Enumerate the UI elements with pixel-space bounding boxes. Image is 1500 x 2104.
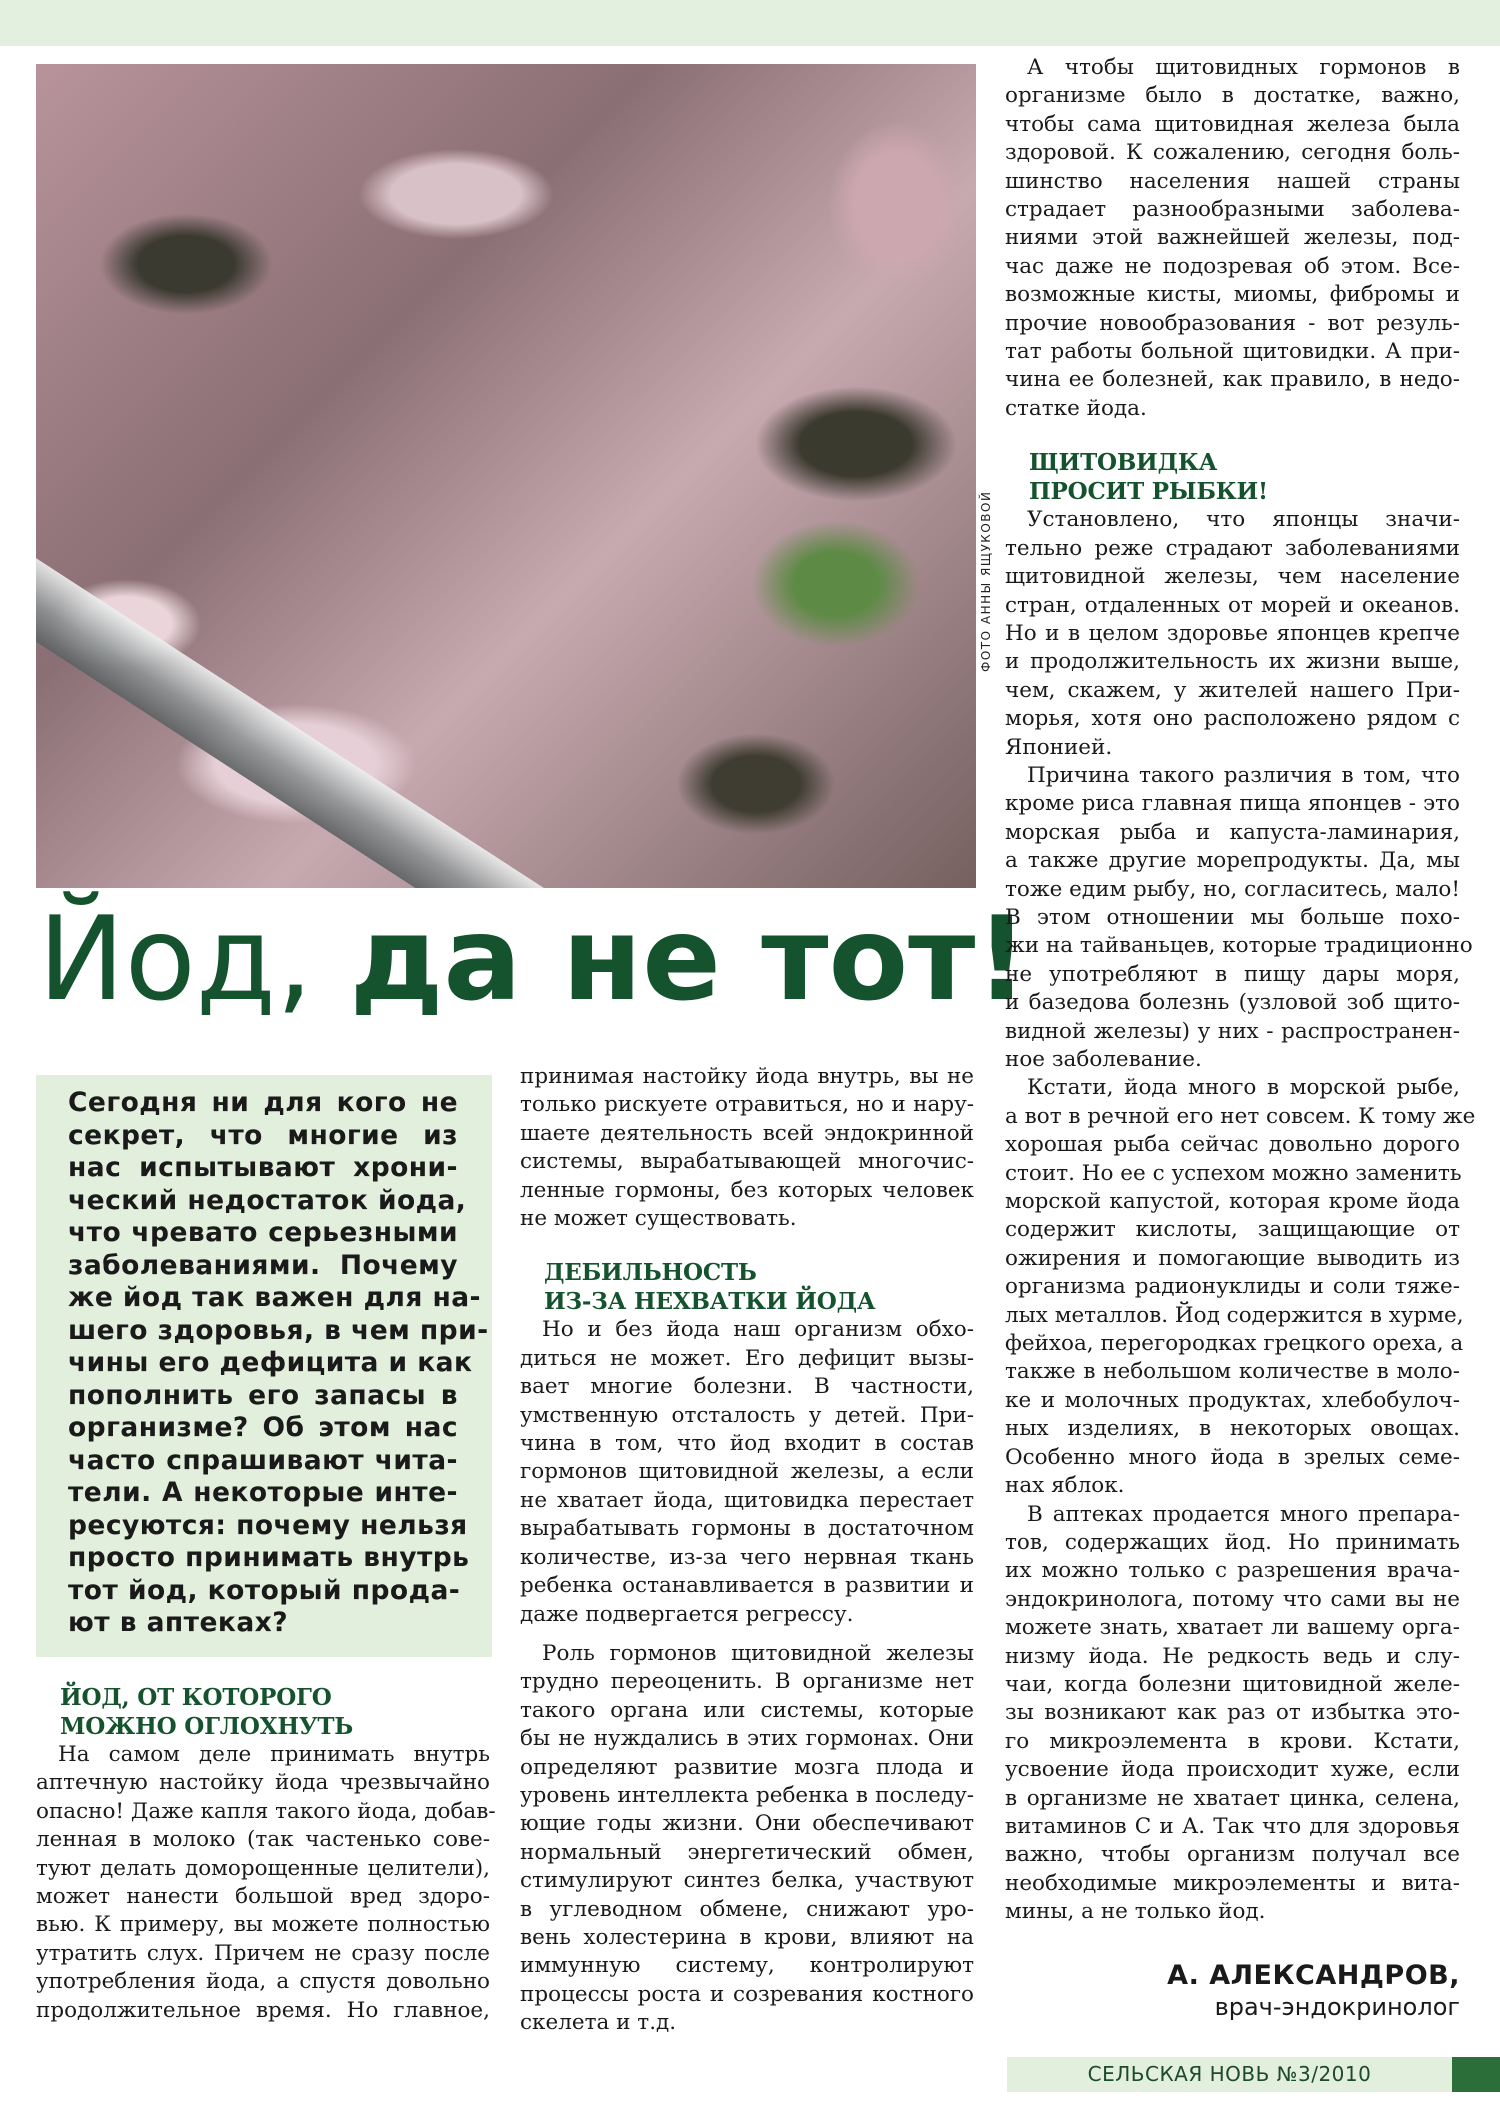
text-line: тат работы больной щитовидки. А при- [1005, 339, 1460, 365]
text-line: организме было в достатке, важно, [1005, 83, 1460, 109]
text-line: в углеводном обмене, снижают уро- [520, 1896, 974, 1922]
text-line: уровень интеллекта ребенка в последу- [520, 1782, 974, 1808]
text-line: тов, содержащих йод. Но принимать [1005, 1529, 1460, 1555]
text-line: витаминов С и А. Так что для здоровья [1005, 1813, 1460, 1839]
lead-line: шего здоровья, в чем при- [68, 1314, 489, 1346]
lead-line: пополнить его запасы в [68, 1379, 458, 1411]
text-line: нах яблок. [1005, 1473, 1125, 1499]
lead-line: организме? Об этом нас [68, 1412, 458, 1443]
text-line: содержит кислоты, защищающие от [1005, 1217, 1460, 1243]
text-line: такого органа или системы, которые [520, 1697, 974, 1723]
text-line: не может существовать. [520, 1206, 797, 1232]
text-line: Но и без йода наш организм обхо- [542, 1317, 974, 1343]
text-line: организма радионуклиды и соли тяже- [1005, 1274, 1460, 1300]
text-line: зы возникают как раз от избытка это- [1005, 1700, 1460, 1726]
author-title: врач-эндокринолог [1214, 1993, 1460, 2021]
text-line: чина в том, что йод входит в состав [520, 1431, 974, 1457]
text-line: тоже едим рыбу, но, согласитесь, мало! [1005, 876, 1461, 902]
text-line: чаи, когда болезни щитовидной желе- [1005, 1671, 1460, 1697]
article-column-2 [520, 1063, 974, 2038]
text-line: ке и молочных продуктах, хлебобулоч- [1005, 1387, 1460, 1413]
text-line: низму йода. Не редкость ведь и слу- [1005, 1643, 1460, 1669]
text-line: бы не нуждались в этих гормонах. Они [520, 1726, 974, 1752]
text-line: возможные кисты, миомы, фибромы и [1005, 282, 1460, 308]
text-line: ниями этой важнейшей железы, под- [1005, 225, 1460, 251]
text-line: в организме не хватает цинка, селена, [1005, 1785, 1460, 1811]
text-line: можете знать, хватает ли вашему орга- [1005, 1615, 1460, 1641]
text-line: тельно реже страдают заболеваниями [1005, 535, 1460, 561]
text-line: На самом деле принимать внутрь [58, 1742, 490, 1767]
text-line: ных изделиях, в некоторых овощах. [1005, 1416, 1460, 1442]
text-line: нормальный энергетический обмен, [520, 1839, 974, 1865]
headline [38, 880, 1029, 1040]
text-line: продолжительное время. Но главное, [36, 1997, 490, 2023]
lead-line: тот йод, который прода- [68, 1574, 461, 1606]
text-line: важно, чтобы организм получал все [1005, 1842, 1460, 1868]
text-line: может нанести большой вред здоро- [36, 1884, 490, 1910]
text-line: системы, вырабатывающей многочис- [520, 1149, 974, 1175]
text-line: ленная в молоко (так частенько сове- [36, 1827, 490, 1853]
seafood-photo [36, 64, 976, 888]
text-line: ребенка останавливается в развитии и [520, 1573, 974, 1599]
photo-credit: ФОТО АННЫ ЯЩУКОВОЙ [979, 490, 993, 672]
text-line: трудно переоценить. В организме нет [520, 1669, 974, 1695]
lead-box [36, 1075, 492, 1657]
text-line: вень холестерина в крови, влияют на [520, 1924, 974, 1950]
text-line: иммунную систему, контролируют [520, 1953, 974, 1979]
fork-illustration [36, 480, 888, 888]
text-line: принимая настойку йода внутрь, вы не [520, 1064, 974, 1089]
footer-marker [1452, 2057, 1500, 2092]
text-line: и продолжительность их жизни выше, [1005, 649, 1460, 675]
text-line: только рискуете отравиться, но и нару- [520, 1092, 974, 1118]
text-line: количестве, из-за чего нервная ткань [520, 1544, 974, 1570]
text-line: ленные гормоны, без которых человек [520, 1177, 974, 1203]
headline-light: Йод, [38, 892, 350, 1027]
subheading: МОЖНО ОГЛОХНУТЬ [60, 1712, 354, 1740]
text-line: Но и в целом здоровье японцев крепче [1005, 620, 1460, 646]
subheading: ДЕБИЛЬНОСТЬ [544, 1259, 757, 1287]
text-line: эндокринолога, потому что сами вы не [1005, 1586, 1460, 1612]
text-line: ное заболевание. [1005, 1047, 1202, 1072]
text-line: стран, отдаленных от морей и океанов. [1005, 592, 1460, 618]
text-line: процессы роста и созревания костного [520, 1981, 974, 2007]
text-line: Особенно много йода в зрелых семе- [1005, 1444, 1460, 1470]
text-line: шинство населения нашей страны [1005, 168, 1460, 194]
text-line: чина ее болезней, как правило, в недо- [1005, 367, 1460, 393]
text-line: страдает разнообразными заболева- [1005, 197, 1460, 223]
text-line: чтобы сама щитовидная железа была [1005, 111, 1460, 137]
text-line: статке йода. [1005, 395, 1147, 421]
text-line: аптечную настойку йода чрезвычайно [36, 1770, 490, 1796]
text-line: употребления йода, а спустя довольно [36, 1969, 490, 1995]
text-line: час даже не подозревая об этом. Все- [1005, 253, 1460, 279]
text-line: утратить слух. Причем не сразу после [36, 1940, 490, 1966]
text-line: хорошая рыба сейчас довольно дорого [1005, 1132, 1460, 1158]
text-line: Причина такого различия в том, что [1027, 762, 1460, 788]
text-line: морья, хотя оно расположено рядом с [1005, 706, 1460, 732]
text-line: стимулируют синтез белка, участвуют [520, 1868, 974, 1894]
text-line: кроме риса главная пища японцев - это [1005, 791, 1460, 817]
text-line: опасно! Даже капля такого йода, добав- [36, 1798, 496, 1824]
text-line: ожирения и помогающие выводить из [1005, 1245, 1460, 1271]
text-line: В этом отношении мы больше похо- [1005, 904, 1460, 930]
text-line: В аптеках продается много препара- [1027, 1501, 1460, 1527]
lead-line: просто принимать внутрь [68, 1542, 470, 1573]
text-line: вырабатывать гормоны в достаточном [520, 1516, 974, 1542]
lead-line: часто спрашивают чита- [68, 1444, 458, 1476]
text-line: чем, скажем, у жителей нашего При- [1005, 677, 1460, 703]
top-bar [0, 0, 1500, 46]
text-line: лых металлов. Йод содержится в хурме, [1005, 1302, 1464, 1328]
text-line: определяют развитие мозга плода и [520, 1754, 974, 1780]
text-line: не употребляют в пищу дары моря, [1005, 961, 1460, 987]
text-line: мины, а не только йод. [1005, 1899, 1266, 1925]
text-line: скелета и т.д. [520, 2010, 677, 2036]
author-name: А. АЛЕКСАНДРОВ, [1167, 1960, 1460, 1991]
text-line: гормонов щитовидной железы, а если [520, 1459, 974, 1485]
subheading: ЩИТОВИДКА [1029, 449, 1218, 477]
text-line: А чтобы щитовидных гормонов в [1027, 55, 1460, 80]
issue-footer: СЕЛЬСКАЯ НОВЬ №3/2010 [1007, 2057, 1452, 2092]
article-column-1 [36, 1684, 496, 2025]
text-line: а также другие морепродукты. Да, мы [1005, 848, 1460, 874]
text-line: здоровой. К сожалению, сегодня боль- [1005, 140, 1460, 166]
text-line: ющие годы жизни. Они обеспечивают [520, 1811, 974, 1837]
text-line: даже подвергается регрессу. [520, 1601, 854, 1627]
lead-line: заболеваниями. Почему [68, 1249, 458, 1281]
author-signature [1167, 1960, 1460, 2022]
text-line: Кстати, йода много в морской рыбе, [1027, 1075, 1460, 1101]
text-line: и базедова болезнь (узловой зоб щито- [1005, 990, 1460, 1016]
spacer [1005, 423, 1460, 449]
lead-line: нас испытывают хрони- [68, 1152, 458, 1183]
text-line: Японией. [1005, 734, 1113, 760]
lead-line: же йод так важен для на- [68, 1282, 481, 1313]
spacer [520, 1233, 974, 1259]
text-line: го микроэлемента в крови. Кстати, [1005, 1728, 1460, 1754]
text-line: вает многие болезни. В частности, [520, 1374, 974, 1400]
text-line: их можно только с разрешения врача- [1005, 1558, 1460, 1584]
lead-line: что чревато серьезными [68, 1217, 458, 1248]
text-line: стоит. Но ее с успехом можно заменить [1005, 1160, 1462, 1186]
lead-line: тели. А некоторые инте- [68, 1477, 458, 1508]
subheading: ПРОСИТ РЫБКИ! [1029, 477, 1268, 505]
subheading: ЙОД, ОТ КОТОРОГО [60, 1684, 332, 1711]
text-line: прочие новообразования - вот резуль- [1005, 310, 1460, 336]
headline-bold: да не тот! [349, 892, 1029, 1027]
text-line: вью. К примеру, вы можете полностью [36, 1912, 490, 1938]
text-line: жи на тайваньцев, которые традиционно [1005, 933, 1473, 959]
lead-line: ресуются: почему нельзя [68, 1509, 468, 1541]
text-line: щитовидной железы, чем население [1005, 564, 1460, 590]
lead-line: секрет, что многие из [68, 1119, 458, 1151]
text-line: диться не может. Его дефицит вызы- [520, 1345, 974, 1371]
text-line: необходимые микроэлементы и вита- [1005, 1870, 1460, 1896]
lead-line: ют в аптеках? [68, 1607, 289, 1638]
text-line: а вот в речной его нет совсем. К тому же [1005, 1103, 1476, 1129]
text-line: морская рыба и капуста-ламинария, [1005, 819, 1460, 845]
text-line: туют делать доморощенные целители), [36, 1855, 490, 1881]
lead-line: Сегодня ни для кого не [68, 1087, 458, 1118]
text-line: умственную отсталость у детей. При- [520, 1402, 974, 1428]
text-line: Роль гормонов щитовидной железы [542, 1640, 974, 1666]
text-line: шаете деятельность всей эндокринной [520, 1120, 974, 1146]
text-line: также в небольшом количестве в моло- [1005, 1359, 1460, 1385]
text-line: не хватает йода, щитовидка перестает [520, 1487, 974, 1513]
subheading: ИЗ-ЗА НЕХВАТКИ ЙОДА [544, 1287, 876, 1315]
text-line: морской капустой, которая кроме йода [1005, 1189, 1460, 1215]
lead-line: ческий недостаток йода, [68, 1184, 467, 1216]
text-line: видной железы) у них - распространен- [1005, 1018, 1460, 1044]
text-line: фейхоа, перегородках грецкого ореха, а [1005, 1331, 1464, 1357]
lead-line: чины его дефицита и как [68, 1347, 473, 1378]
text-line: Установлено, что японцы значи- [1027, 507, 1460, 533]
text-line: усвоение йода происходит хуже, если [1005, 1757, 1460, 1783]
article-column-3 [1005, 54, 1476, 1927]
